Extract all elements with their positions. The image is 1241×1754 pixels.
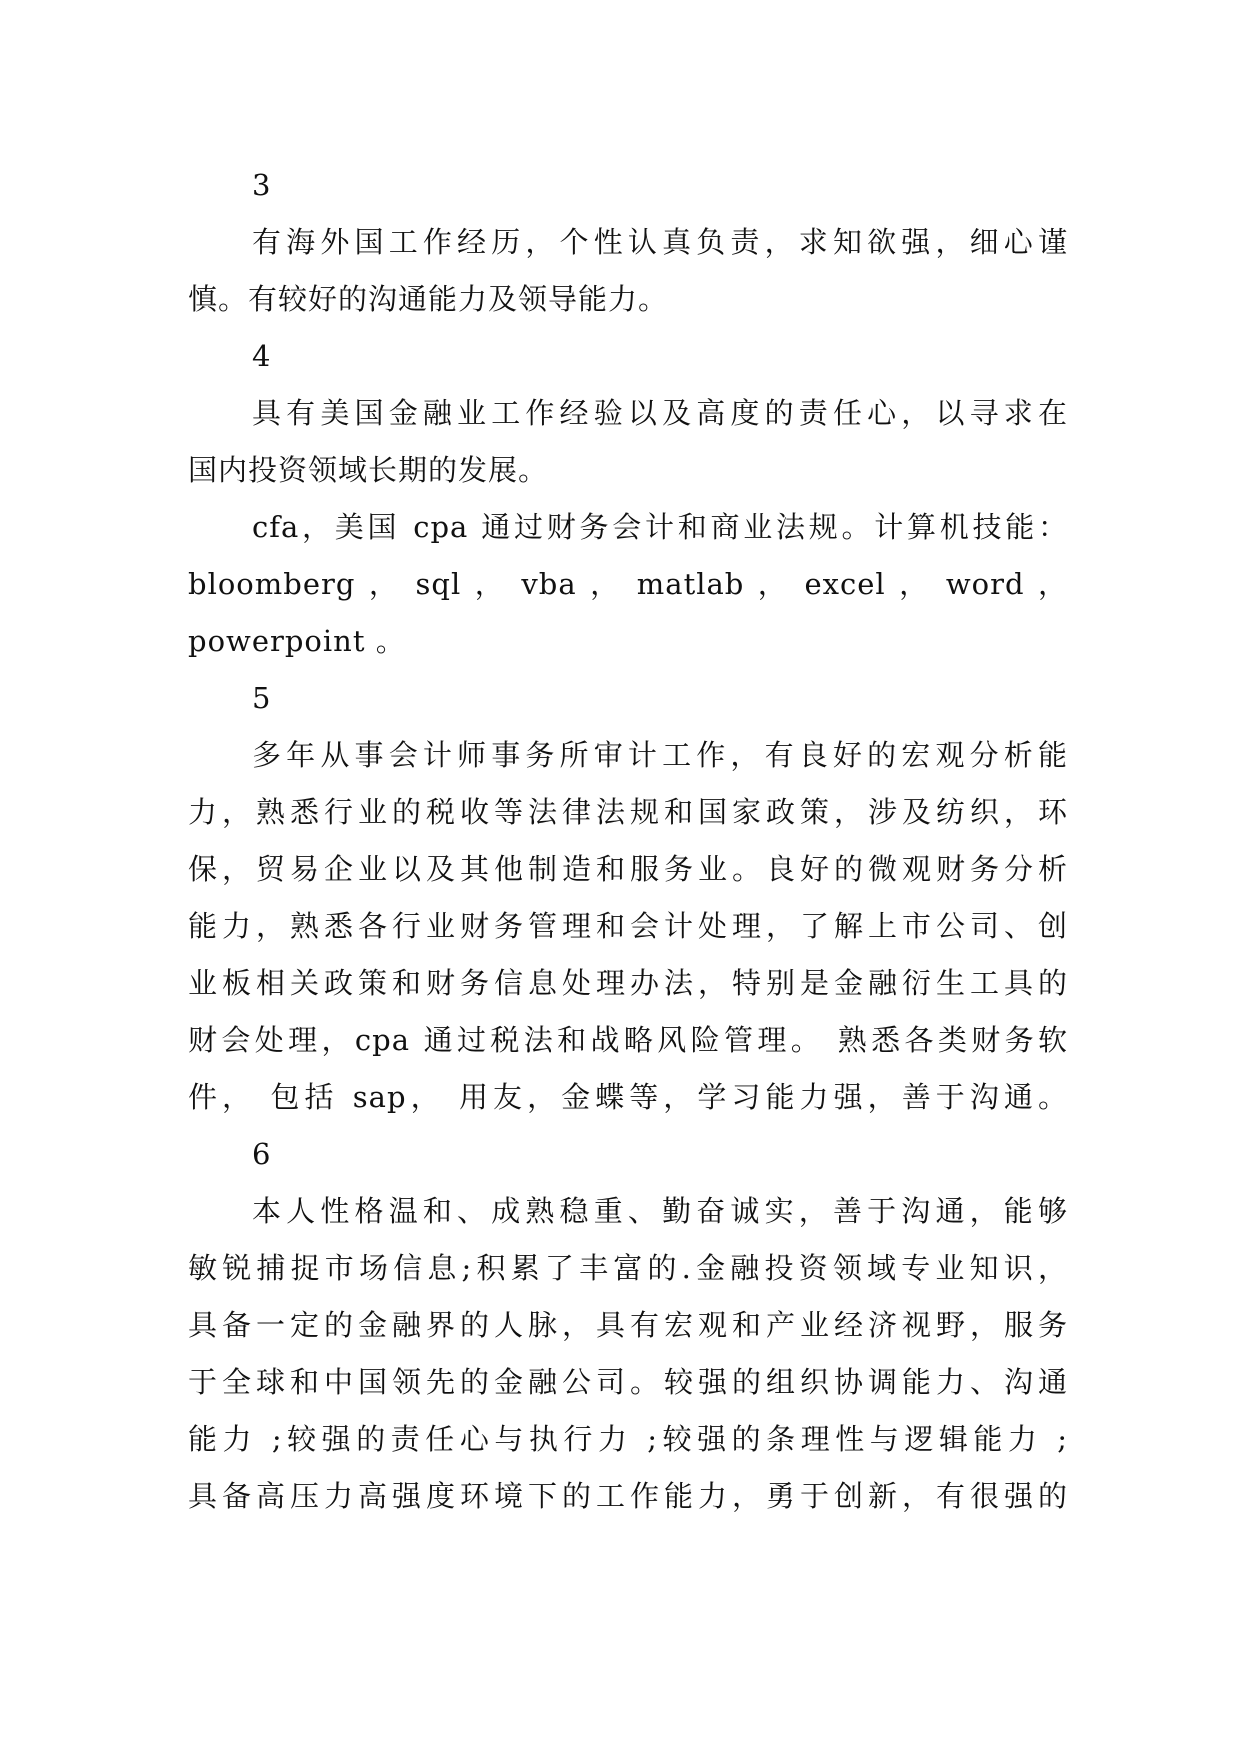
section-number: 4 xyxy=(252,339,272,373)
paragraph-line: 具备一定的金融界的人脉，具有宏观和产业经济视野，服务 xyxy=(188,1308,1068,1342)
paragraph-line: 保，贸易企业以及其他制造和服务业。良好的微观财务分析 xyxy=(188,852,1068,886)
paragraph-line: 件， 包括 sap， 用友，金蝶等，学习能力强，善于沟通。 xyxy=(188,1080,1068,1114)
paragraph-line: 于全球和中国领先的金融公司。较强的组织协调能力、沟通 xyxy=(188,1365,1068,1399)
paragraph-line: 国内投资领域长期的发展。 xyxy=(188,453,549,487)
section-number: 6 xyxy=(252,1137,272,1171)
paragraph-line: 有海外国工作经历，个性认真负责，求知欲强，细心谨 xyxy=(252,225,1068,259)
paragraph-line: 业板相关政策和财务信息处理办法，特别是金融衍生工具的 xyxy=(188,966,1068,1000)
section-number: 3 xyxy=(252,168,272,202)
paragraph-line: 力，熟悉行业的税收等法律法规和国家政策，涉及纺织，环 xyxy=(188,795,1068,829)
paragraph-line: 具有美国金融业工作经验以及高度的责任心，以寻求在 xyxy=(252,396,1068,430)
section-number: 5 xyxy=(252,681,272,715)
paragraph-line: 能力 ;较强的责任心与执行力 ;较强的条理性与逻辑能力 ; xyxy=(188,1422,1068,1456)
paragraph-line: bloomberg ， sql ， vba ， matlab ， excel ， word ， xyxy=(188,567,1068,601)
paragraph-line: 多年从事会计师事务所审计工作，有良好的宏观分析能 xyxy=(252,738,1068,772)
paragraph-line: 本人性格温和、成熟稳重、勤奋诚实，善于沟通，能够 xyxy=(252,1194,1068,1228)
paragraph-line: 慎。有较好的沟通能力及领导能力。 xyxy=(188,282,669,316)
paragraph-line: 敏锐捕捉市场信息;积累了丰富的.金融投资领域专业知识， xyxy=(188,1251,1068,1285)
paragraph-line: cfa，美国 cpa 通过财务会计和商业法规。计算机技能： xyxy=(252,510,1068,544)
paragraph-line: 能力，熟悉各行业财务管理和会计处理，了解上市公司、创 xyxy=(188,909,1068,943)
paragraph-line: 具备高压力高强度环境下的工作能力，勇于创新，有很强的 xyxy=(188,1479,1068,1513)
paragraph-line: powerpoint 。 xyxy=(188,624,406,658)
paragraph-line: 财会处理，cpa 通过税法和战略风险管理。 熟悉各类财务软 xyxy=(188,1023,1068,1057)
